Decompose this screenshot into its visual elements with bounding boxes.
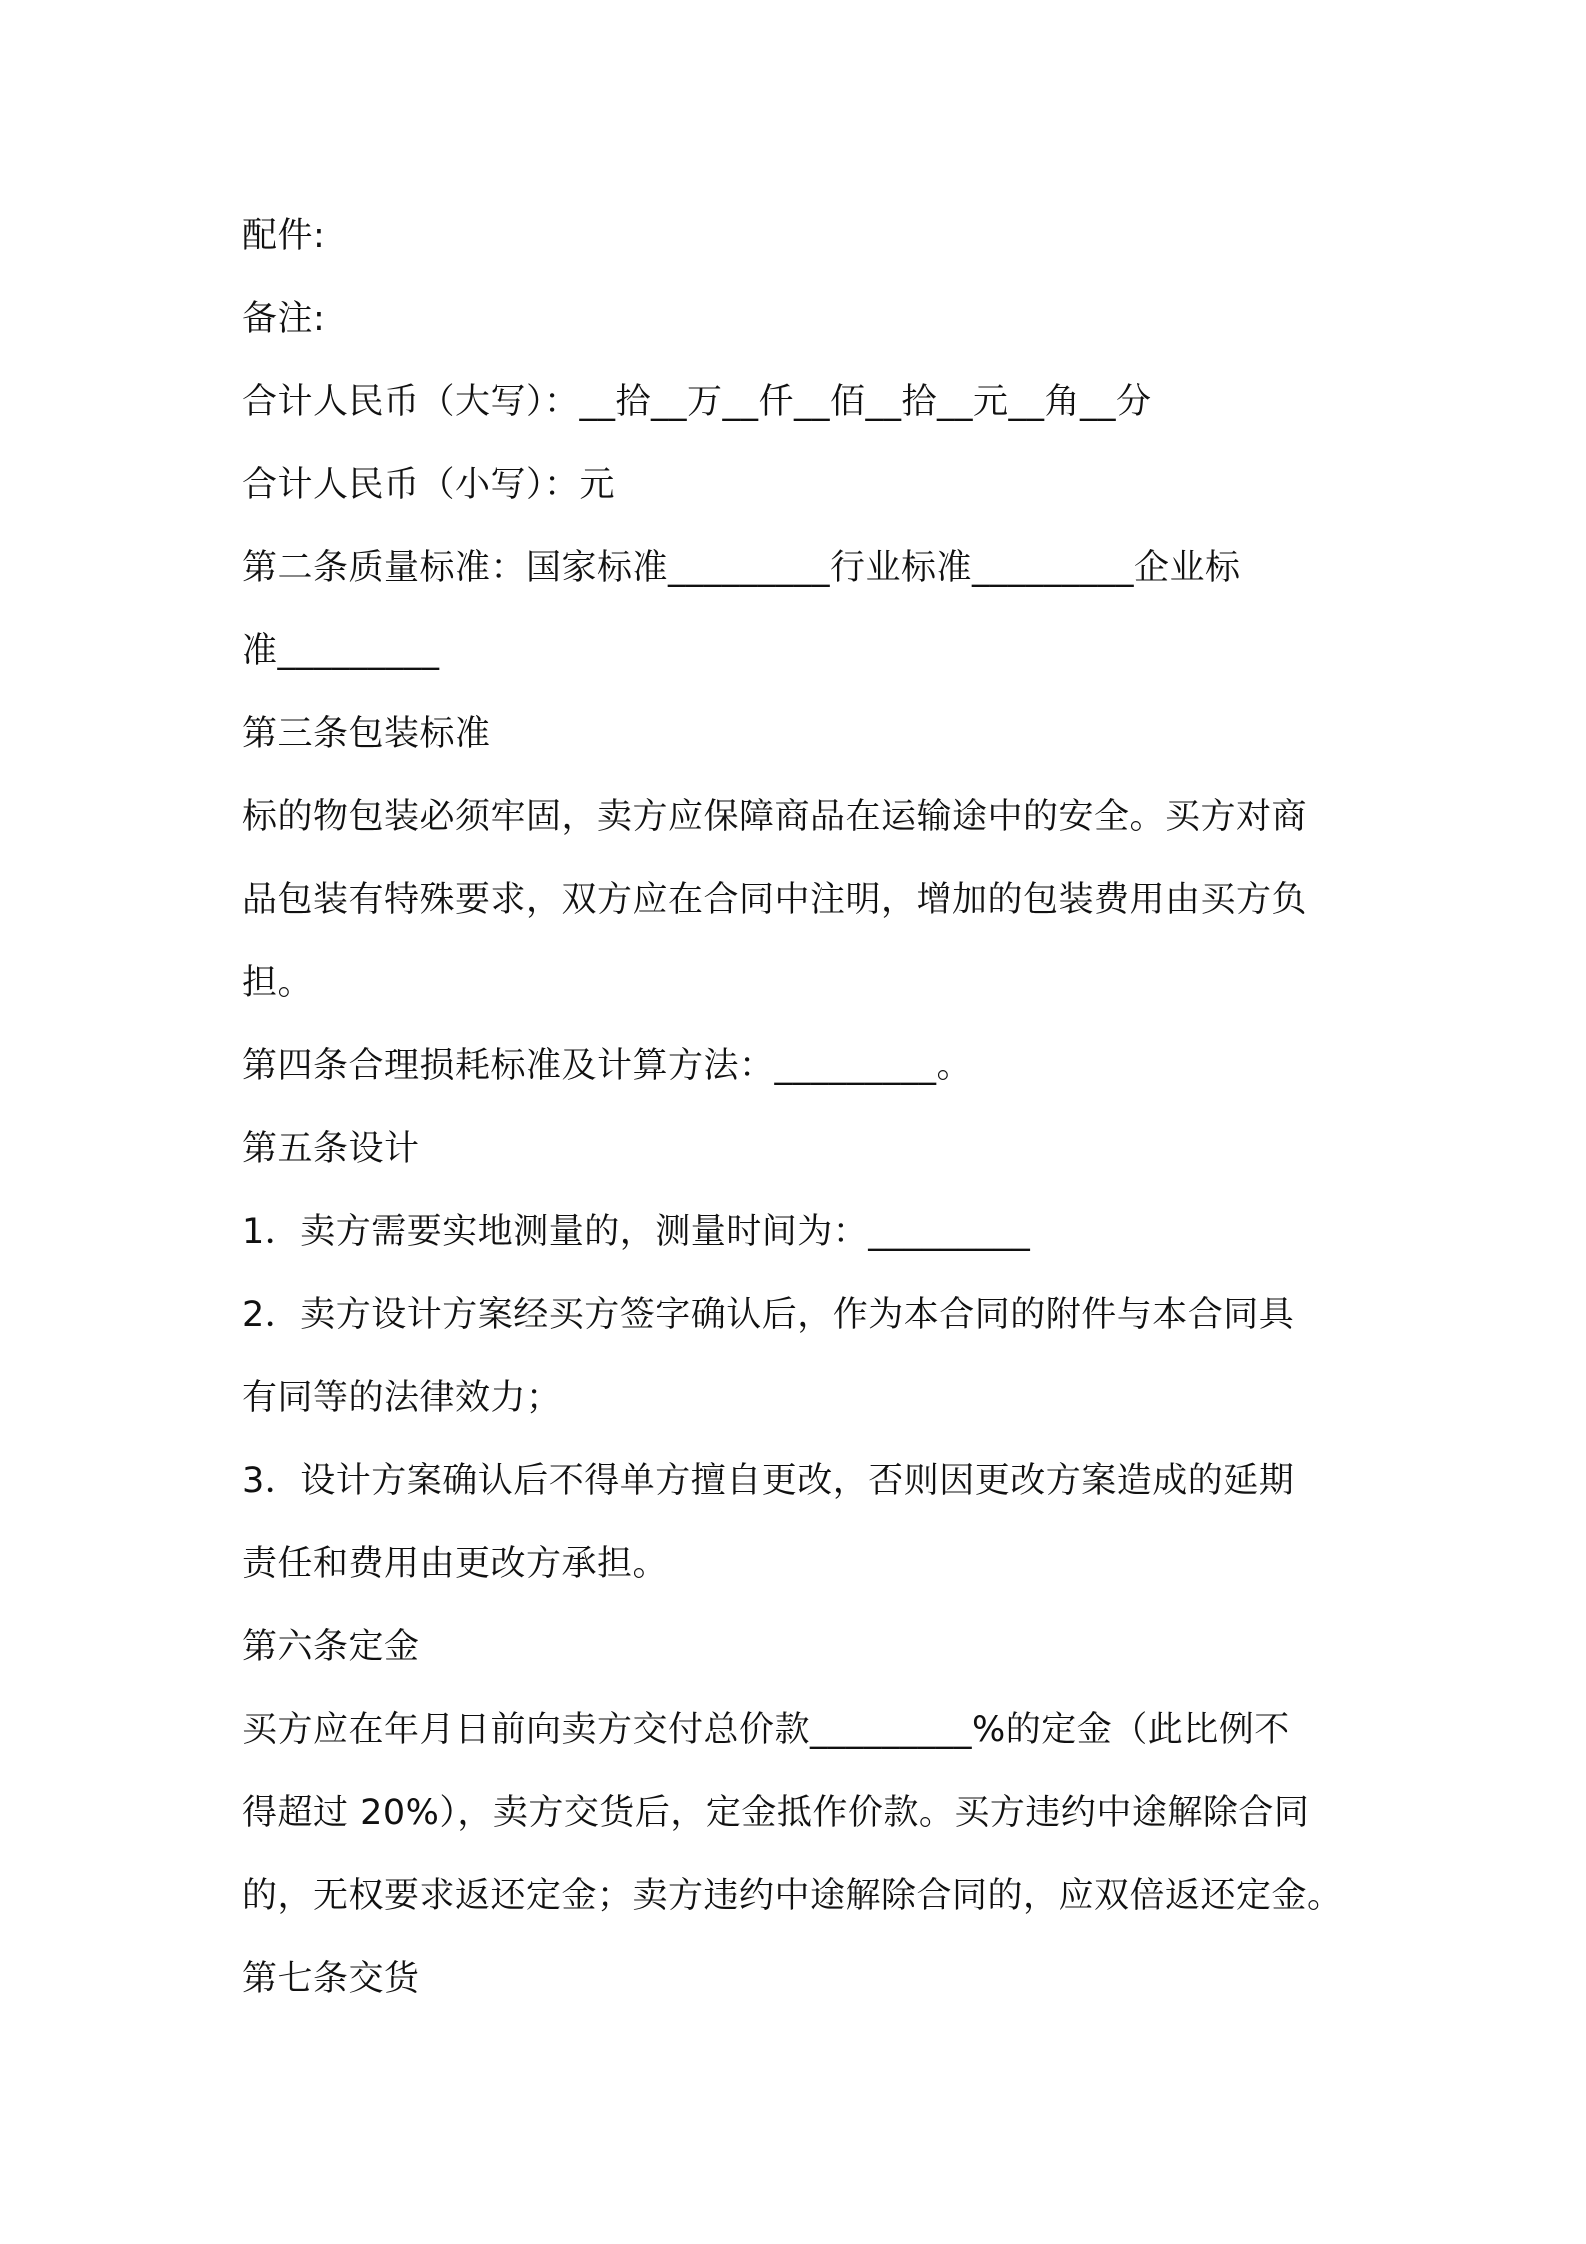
article-2-quality-standard-cont: 准_________: [242, 631, 440, 671]
article-5-item-2-cont: 有同等的法律效力；: [242, 1378, 562, 1418]
article-6-paragraph-line: 得超过 20%），卖方交货后，定金抵作价款。买方违约中途解除合同: [242, 1793, 1310, 1833]
article-7-heading: 第七条交货: [242, 1959, 420, 1999]
article-5-item-2: 2．卖方设计方案经买方签字确认后，作为本合同的附件与本合同具: [242, 1295, 1295, 1335]
article-5-item-1: 1．卖方需要实地测量的，测量时间为：_________: [242, 1212, 1031, 1252]
line-total-lowercase: 合计人民币（小写）：元: [242, 465, 616, 505]
line-remarks: 备注:: [242, 299, 326, 339]
article-5-item-3-cont: 责任和费用由更改方承担。: [242, 1544, 669, 1584]
article-6-paragraph-line: 的，无权要求返还定金；卖方违约中途解除合同的，应双倍返还定金。: [242, 1876, 1343, 1916]
article-2-quality-standard: 第二条质量标准：国家标准_________行业标准_________企业标: [242, 548, 1241, 588]
article-6-heading: 第六条定金: [242, 1627, 420, 1667]
article-3-paragraph-line: 品包装有特殊要求，双方应在合同中注明，增加的包装费用由买方负: [242, 880, 1308, 920]
article-5-heading: 第五条设计: [242, 1129, 420, 1169]
line-accessories: 配件:: [242, 216, 326, 256]
article-4-loss-standard: 第四条合理损耗标准及计算方法：_________。: [242, 1046, 973, 1086]
article-6-paragraph-line: 买方应在年月日前向卖方交付总价款_________%的定金（此比例不: [242, 1710, 1290, 1750]
article-5-item-3: 3．设计方案确认后不得单方擅自更改，否则因更改方案造成的延期: [242, 1461, 1295, 1501]
line-total-uppercase: 合计人民币（大写）：__拾__万__仟__佰__拾__元__角__分: [242, 382, 1152, 422]
article-3-paragraph-line: 标的物包装必须牢固，卖方应保障商品在运输途中的安全。买方对商: [242, 797, 1308, 837]
article-3-heading: 第三条包装标准: [242, 714, 491, 754]
article-3-paragraph-line: 担。: [242, 963, 314, 1003]
document-body: [242, 195, 1362, 2021]
